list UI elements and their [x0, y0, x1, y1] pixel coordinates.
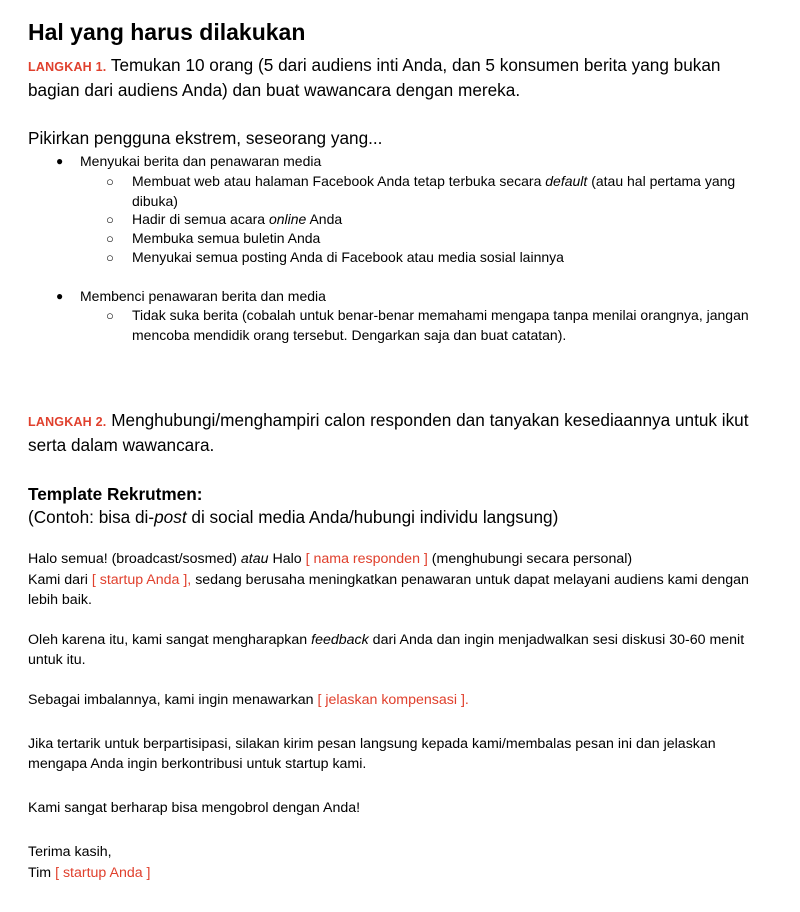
bullet-like-news: Menyukai berita dan penawaran media — [80, 153, 322, 169]
sub-bullet-dislike-news: Tidak suka berita (cobalah untuk benar-benar memahami mengapa tanpa menilai orangnya, jangan mencoba mendidik orang tersebut. Dengarkan saja dan buat catatan). — [132, 307, 749, 343]
bullet-hate-news: Membenci penawaran berita dan media — [80, 288, 326, 304]
template-hope: Kami sangat berharap bisa mengobrol dengan Anda! — [28, 800, 361, 816]
template-compensation: Sebagai imbalannya, kami ingin menawarkan [ jelaskan kompensasi ]. — [28, 692, 469, 708]
circle-bullet-icon: ○ — [106, 212, 114, 227]
bullet-icon: ● — [56, 289, 64, 303]
step2-text: Menghubungi/menghampiri calon responden dan tanyakan kesediaannya untuk ikut serta dalam wawancara. — [28, 410, 749, 455]
template-heading: Template Rekrutmen: — [28, 484, 203, 504]
extreme-intro: Pikirkan pengguna ekstrem, seseorang yang... — [28, 128, 383, 148]
circle-bullet-icon: ○ — [106, 308, 114, 323]
step1-text: Temukan 10 orang (5 dari audiens inti Anda, dan 5 konsumen berita yang bukan bagian dari audiens Anda) dan buat wawancara dengan mereka. — [28, 55, 721, 100]
circle-bullet-icon: ○ — [106, 174, 114, 189]
template-thanks: Terima kasih, — [28, 844, 112, 860]
placeholder-startup-signature: [ startup Anda ] — [55, 865, 151, 881]
placeholder-respondent-name: [ nama responden ] — [305, 551, 428, 567]
page-title: Hal yang harus dilakukan — [28, 19, 306, 45]
sub-bullet-newsletters: Membuka semua buletin Anda — [132, 230, 321, 246]
template-feedback: Oleh karena itu, kami sangat mengharapkan feedback dari Anda dan ingin menjadwalkan sesi diskusi 30-60 menit untuk itu. — [28, 632, 745, 668]
template-intro: Kami dari [ startup Anda ], sedang berusaha meningkatkan penawaran untuk dapat melayani audiens kami dengan lebih baik. — [28, 572, 749, 608]
template-greeting: Halo semua! (broadcast/sosmed) atau Halo [ nama responden ] (menghubungi secara personal) — [28, 551, 633, 567]
placeholder-startup: [ startup Anda ], — [91, 572, 192, 588]
bullet-icon: ● — [56, 154, 64, 168]
sub-bullet-default-open: Membuat web atau halaman Facebook Anda tetap terbuka secara default (atau hal pertama yang dibuka) — [132, 173, 736, 209]
template-subtitle: (Contoh: bisa di-post di social media Anda/hubungi individu langsung) — [28, 507, 559, 527]
step2-label: LANGKAH 2. — [28, 415, 107, 429]
circle-bullet-icon: ○ — [106, 250, 114, 265]
step1-paragraph — [28, 54, 776, 102]
step2-paragraph — [28, 409, 776, 457]
template-signature: Tim [ startup Anda ] — [28, 865, 151, 881]
sub-bullet-likes-posts: Menyukai semua posting Anda di Facebook atau media sosial lainnya — [132, 249, 564, 265]
step1-label: LANGKAH 1. — [28, 60, 107, 74]
template-join: Jika tertarik untuk berpartisipasi, silakan kirim pesan langsung kepada kami/membalas pesan ini dan jelaskan mengapa Anda ingin berkontribusi untuk startup kami. — [28, 736, 716, 772]
placeholder-compensation: [ jelaskan kompensasi ]. — [317, 692, 469, 708]
sub-bullet-online-events: Hadir di semua acara online Anda — [132, 211, 343, 227]
circle-bullet-icon: ○ — [106, 231, 114, 246]
